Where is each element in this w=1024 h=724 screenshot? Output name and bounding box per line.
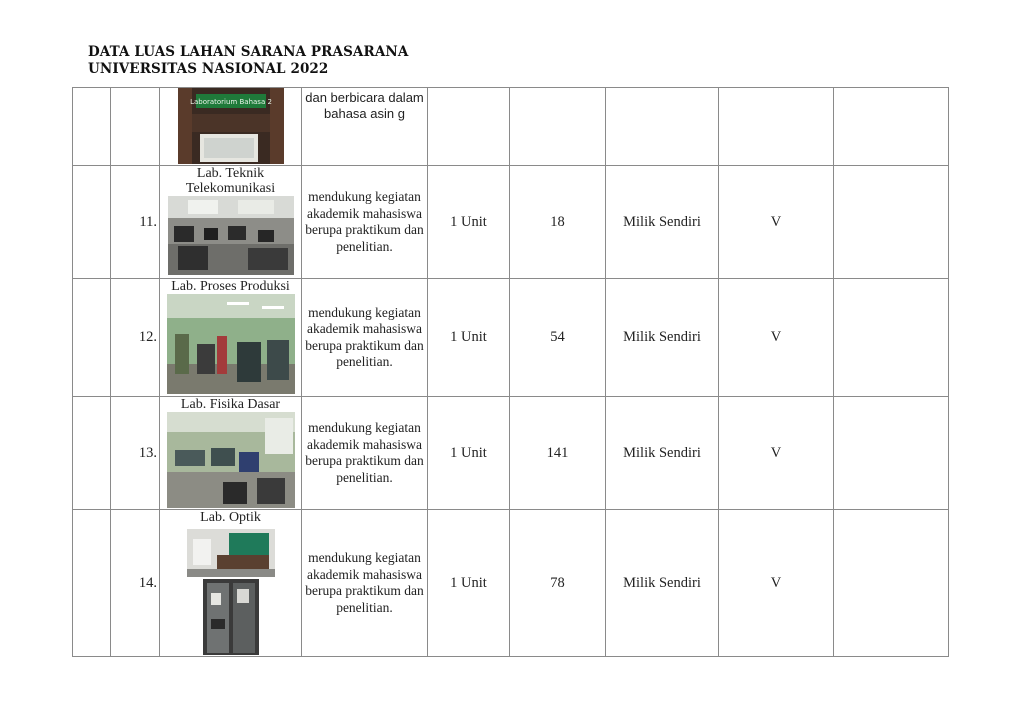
cell-empty [73,397,111,510]
cell-number: 12. [111,279,160,397]
cell-mark: V [719,166,834,279]
facility-table [72,87,949,657]
cell-empty [834,88,949,166]
cell-unit: 1 Unit [428,510,510,657]
cell-number: 14. [111,510,160,657]
cell-number [111,88,160,166]
cell-photo [160,88,302,166]
cell-empty [73,88,111,166]
cell-area: 78 [510,510,606,657]
cell-empty [73,510,111,657]
cell-description: dan berbicara dalam bahasa asin g [302,88,428,166]
cell-photo [160,279,302,397]
document-title [88,44,408,78]
lab-name: Lab. Proses Produksi [171,279,290,294]
cell-area: 141 [510,397,606,510]
cell-empty [73,166,111,279]
cell-photo [160,397,302,510]
cell-description: mendukung kegiatan akademik mahasiswa berupa praktikum dan penelitian. [302,279,428,397]
lab-name: Lab. Fisika Dasar [180,397,281,412]
table-row [73,88,949,166]
lab-name: Lab. Optik [200,510,261,525]
cell-empty [834,166,949,279]
cell-status [606,88,719,166]
cell-status: Milik Sendiri [606,510,719,657]
lab-bahasa-photo [178,88,284,164]
cell-description: mendukung kegiatan akademik mahasiswa berupa praktikum dan penelitian. [302,166,428,279]
cell-empty [834,510,949,657]
cell-number: 13. [111,397,160,510]
cell-mark: V [719,510,834,657]
cell-status: Milik Sendiri [606,279,719,397]
cell-area: 54 [510,279,606,397]
table-row [73,166,949,279]
cell-mark [719,88,834,166]
cell-description: mendukung kegiatan akademik mahasiswa berupa praktikum dan penelitian. [302,397,428,510]
photo-sign-text: Laboratorium Bahasa 2 [189,98,272,106]
cell-status: Milik Sendiri [606,397,719,510]
cell-empty [834,397,949,510]
title-line-1: DATA LUAS LAHAN SARANA PRASARANA [88,44,409,60]
cell-status: Milik Sendiri [606,166,719,279]
lab-name: Lab. Teknik Telekomunikasi [185,166,276,196]
lab-proses-produksi-photo [167,294,295,394]
cell-unit: 1 Unit [428,166,510,279]
lab-fisika-dasar-photo [167,412,295,508]
cell-empty [73,279,111,397]
lab-optik-photo-1 [187,529,275,577]
cell-unit: 1 Unit [428,397,510,510]
cell-area [510,88,606,166]
title-line-2: UNIVERSITAS NASIONAL 2022 [88,61,329,77]
cell-area: 18 [510,166,606,279]
lab-telekomunikasi-photo [168,196,294,275]
cell-empty [834,279,949,397]
cell-description: mendukung kegiatan akademik mahasiswa berupa praktikum dan penelitian. [302,510,428,657]
cell-mark: V [719,279,834,397]
cell-photo [160,510,302,657]
cell-photo [160,166,302,279]
cell-mark: V [719,397,834,510]
table-row [73,397,949,510]
cell-unit [428,88,510,166]
table-row [73,510,949,657]
cell-unit: 1 Unit [428,279,510,397]
table-row [73,279,949,397]
cell-number: 11. [111,166,160,279]
lab-optik-photo-2 [203,579,259,655]
